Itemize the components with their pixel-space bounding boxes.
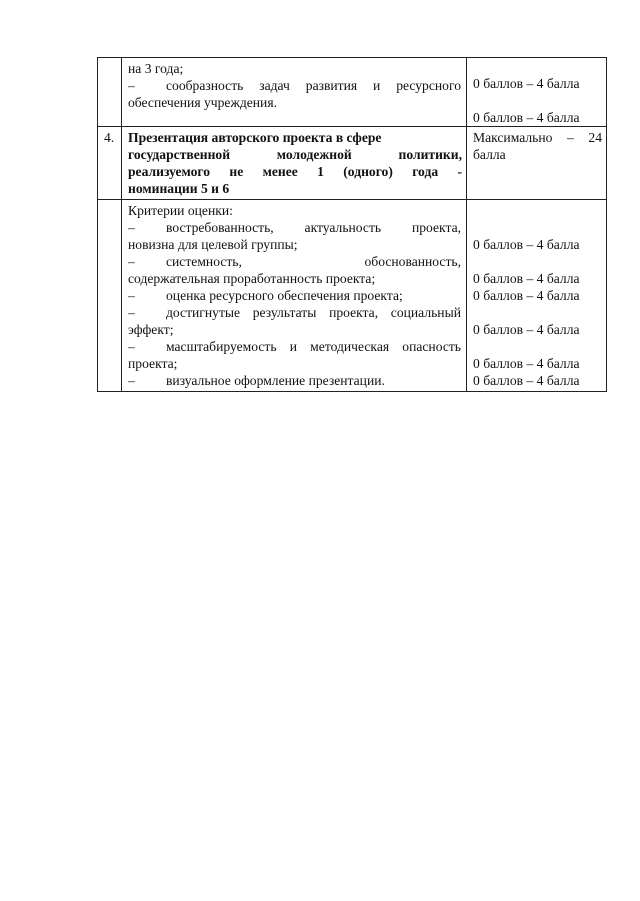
list-item: – визуальное оформление презентации. [128,373,385,388]
criteria-header: Критерии оценки: [128,203,233,218]
title-line: государственной молодежной политики, [128,147,462,162]
row-number: 4. [98,127,122,200]
score-value: 0 баллов – 4 балла [473,356,580,371]
score-value: 0 баллов – 4 балла [473,322,580,337]
score-value: 0 баллов – 4 балла [473,288,580,303]
text-line: новизна для целевой группы; [128,237,298,252]
criteria-list [122,200,467,392]
max-score-unit: балла [473,147,506,162]
max-score: Максимально – 24 [473,130,602,145]
list-item [128,77,462,94]
text-line: проекта; [128,356,178,371]
text-line: сообразность задач развития и ресурсного [166,78,461,93]
title-line: Презентация авторского проекта в сфере [128,130,382,145]
number-cell [98,200,122,392]
list-item: – оценка ресурсного обеспечения проекта; [128,288,403,303]
list-item: – системность, обоснованность, [128,254,461,269]
text-line: содержательная проработанность проекта; [128,271,376,286]
text-line: обеспечения учреждения. [128,95,277,110]
score-value: 0 баллов – 4 балла [473,76,580,91]
section-title [122,127,467,200]
title-line: реализуемого не менее 1 (одного) года - [128,164,462,179]
list-item: – масштабируемость и методическая опасность [128,339,461,354]
score-value: 0 баллов – 4 балла [473,271,580,286]
score-cell [467,200,607,392]
list-item: – востребованность, актуальность проекта, [128,220,461,235]
criteria-table [97,57,607,392]
dash-marker: – [128,78,135,93]
table-row [98,127,607,200]
number-cell [98,58,122,127]
description-cell [122,58,467,127]
score-value: 0 баллов – 4 балла [473,373,580,388]
list-item: – достигнутые результаты проекта, социальный [128,305,461,320]
table-row [98,58,607,127]
score-value: 0 баллов – 4 балла [473,237,580,252]
text-line: на 3 года; [128,61,184,76]
title-line: номинации 5 и 6 [128,181,230,196]
max-score-cell [467,127,607,200]
score-value: 0 баллов – 4 балла [473,110,580,125]
score-cell [467,58,607,127]
text-line: эффект; [128,322,174,337]
table-row [98,200,607,392]
